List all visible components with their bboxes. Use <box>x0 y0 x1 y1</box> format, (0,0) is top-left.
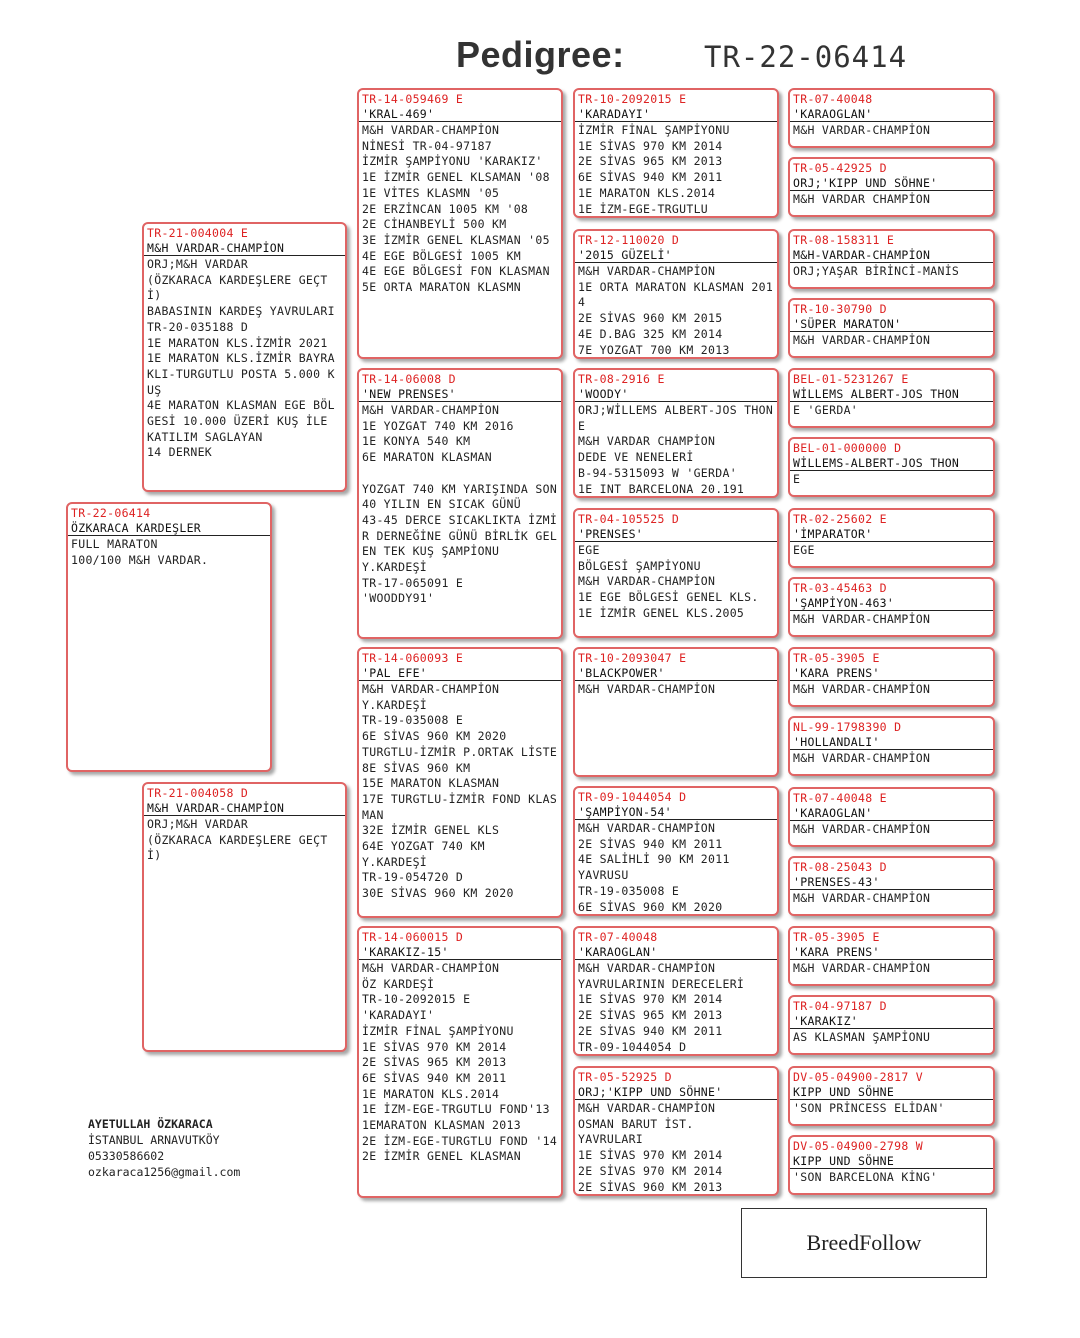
subject-card <box>66 502 272 772</box>
great-grandparent-card <box>573 88 779 218</box>
brand-logo: BreedFollow <box>741 1208 987 1278</box>
grandparent-ring: TR-14-059469 E <box>362 92 464 106</box>
ancestor-card <box>788 368 995 428</box>
dam-ring: TR-21-004058 D <box>147 786 249 800</box>
ancestor-details: EGE <box>793 543 815 557</box>
ancestor-name: WİLLEMS ALBERT-JOS THON <box>790 387 993 402</box>
ancestor-name: KIPP UND SÖHNE <box>790 1154 993 1169</box>
ancestor-ring: TR-05-3905 E <box>793 930 880 944</box>
ancestor-details: M&H VARDAR-CHAMPİON <box>793 891 931 905</box>
ancestor-card <box>788 88 995 148</box>
ancestor-details: M&H VARDAR-CHAMPİON <box>793 822 931 836</box>
ancestor-details: M&H VARDAR-CHAMPİON <box>793 682 931 696</box>
grandparent-name: 'PAL EFE' <box>359 666 561 681</box>
grandparent-details: M&H VARDAR-CHAMPİON NİNESİ TR-04-97187 İZMİR ŞAMPİYONU 'KARAKIZ' 1E İZMİR GENEL KLSAMAN '08 1E VİTES KLASMN '05 2E ERZİNCAN 1005 KM '08 2E CİHANBEYLİ 500 KM 3E İZMİR GENEL KLASMAN '05 4E EGE BÖLGESİ 1005 KM 4E EGE BÖLGESİ FON KLASMAN 5E ORTA MARATON KLASMN <box>362 123 550 295</box>
great-grandparent-ring: TR-05-52925 D <box>578 1070 672 1084</box>
great-grandparent-name: 'PRENSES' <box>575 527 777 542</box>
owner-name: AYETULLAH ÖZKARACA <box>88 1117 213 1131</box>
owner-phone: 05330586602 <box>88 1149 165 1163</box>
subject-name: ÖZKARACA KARDEŞLER <box>68 521 270 536</box>
ancestor-ring: TR-07-40048 <box>793 92 873 106</box>
great-grandparent-details: İZMİR FİNAL ŞAMPİYONU 1E SİVAS 970 KM 2014 2E SİVAS 965 KM 2013 6E SİVAS 940 KM 2011 1E MARATON KLS.2014 1E İZM-EGE-TRGUTLU <box>578 123 730 216</box>
great-grandparent-card <box>573 368 779 498</box>
ancestor-name: 'KARA PRENS' <box>790 666 993 681</box>
ancestor-ring: TR-03-45463 D <box>793 581 887 595</box>
ancestor-name: ORJ;'KIPP UND SÖHNE' <box>790 176 993 191</box>
great-grandparent-name: 'BLACKPOWER' <box>575 666 777 681</box>
grandparent-card <box>357 368 563 639</box>
ancestor-card <box>788 1066 995 1126</box>
ancestor-card <box>788 856 995 916</box>
great-grandparent-card <box>573 508 779 638</box>
great-grandparent-ring: TR-08-2916 E <box>578 372 665 386</box>
great-grandparent-details: M&H VARDAR-CHAMPİON 2E SİVAS 940 KM 2011 4E SALİHLİ 90 KM 2011 YAVRUSU TR-19-035008 E 6E SİVAS 960 KM 2020 <box>578 821 730 914</box>
owner-email: ozkaraca1256@gmail.com <box>88 1165 241 1179</box>
great-grandparent-card <box>573 647 779 777</box>
sire-ring: TR-21-004004 E <box>147 226 249 240</box>
ancestor-ring: BEL-01-000000 D <box>793 441 902 455</box>
great-grandparent-name: 'KARADAYI' <box>575 107 777 122</box>
ancestor-card <box>788 716 995 776</box>
great-grandparent-details: M&H VARDAR-CHAMPİON YAVRULARININ DERECELERİ 1E SİVAS 970 KM 2014 2E SİVAS 965 KM 2013 2E SİVAS 940 KM 2011 TR-09-1044054 D <box>578 961 745 1054</box>
ancestor-ring: TR-05-3905 E <box>793 651 880 665</box>
great-grandparent-name: 'WOODY' <box>575 387 777 402</box>
ancestor-name: 'KARA PRENS' <box>790 945 993 960</box>
grandparent-ring: TR-14-060093 E <box>362 651 464 665</box>
great-grandparent-card <box>573 786 779 916</box>
ancestor-name: 'ŞAMPİYON-463' <box>790 596 993 611</box>
great-grandparent-ring: TR-12-110020 D <box>578 233 680 247</box>
ancestor-name: WİLLEMS-ALBERT-JOS THON <box>790 456 993 471</box>
ancestor-card <box>788 995 995 1055</box>
grandparent-ring: TR-14-060015 D <box>362 930 464 944</box>
ancestor-ring: TR-05-42925 D <box>793 161 887 175</box>
great-grandparent-card <box>573 926 779 1056</box>
grandparent-name: 'NEW PRENSES' <box>359 387 561 402</box>
ancestor-ring: TR-10-30790 D <box>793 302 887 316</box>
ancestor-card <box>788 926 995 986</box>
ancestor-ring: TR-08-25043 D <box>793 860 887 874</box>
ancestor-card <box>788 298 995 358</box>
grandparent-name: 'KRAL-469' <box>359 107 561 122</box>
subject-details: FULL MARATON 100/100 M&H VARDAR. <box>71 537 209 567</box>
sire-name: M&H VARDAR-CHAMPİON <box>144 241 345 256</box>
great-grandparent-name: ORJ;'KIPP UND SÖHNE' <box>575 1085 777 1100</box>
grandparent-card <box>357 647 563 918</box>
great-grandparent-card <box>573 229 779 359</box>
ancestor-ring: TR-08-158311 E <box>793 233 895 247</box>
ancestor-details: ORJ;YAŞAR BİRİNCİ-MANİS <box>793 264 960 278</box>
ancestor-name: 'KARAOGLAN' <box>790 806 993 821</box>
ancestor-card <box>788 647 995 707</box>
sire-card <box>142 222 347 492</box>
ancestor-card <box>788 508 995 568</box>
ancestor-name: 'KARAKIZ' <box>790 1014 993 1029</box>
ancestor-ring: DV-05-04900-2798 W <box>793 1139 924 1153</box>
ancestor-details: M&H VARDAR-CHAMPİON <box>793 961 931 975</box>
ancestor-name: KIPP UND SÖHNE <box>790 1085 993 1100</box>
great-grandparent-details: ORJ;WİLLEMS ALBERT-JOS THONE M&H VARDAR CHAMPİON DEDE VE NENELERİ B-94-5315093 W 'GERDA' 1E INT BARCELONA 20.191 <box>578 403 774 496</box>
ancestor-card <box>788 157 995 217</box>
ancestor-name: M&H-VARDAR-CHAMPİON <box>790 248 993 263</box>
ancestor-name: 'PRENSES-43' <box>790 875 993 890</box>
subject-ring: TR-22-06414 <box>71 506 151 520</box>
great-grandparent-name: 'KARAOGLAN' <box>575 945 777 960</box>
great-grandparent-ring: TR-04-105525 D <box>578 512 680 526</box>
grandparent-card <box>357 88 563 359</box>
owner-info <box>88 1116 240 1180</box>
ancestor-details: E <box>793 472 801 486</box>
ancestor-details: M&H VARDAR-CHAMPİON <box>793 333 931 347</box>
great-grandparent-details: M&H VARDAR-CHAMPİON <box>578 682 716 696</box>
ancestor-details: AS KLASMAN ŞAMPİONU <box>793 1030 931 1044</box>
great-grandparent-name: '2015 GÜZELİ' <box>575 248 777 263</box>
ancestor-name: 'HOLLANDALI' <box>790 735 993 750</box>
owner-location: İSTANBUL ARNAVUTKÖY <box>88 1133 220 1147</box>
ancestor-details: E 'GERDA' <box>793 403 859 417</box>
page-ring-number: TR-22-06414 <box>704 40 908 74</box>
grandparent-details: M&H VARDAR-CHAMPİON Y.KARDEŞİ TR-19-035008 E 6E SİVAS 960 KM 2020 TURGTLU-İZMİR P.ORTAK LİSTE 8E SİVAS 960 KM 15E MARATON KLASMAN 17E TURGTLU-İZMİR FOND KLASMAN 32E İZMİR GENEL KLS 64E YOZGAT 740 KM Y.KARDEŞİ TR-19-054720 D 30E SİVAS 960 KM 2020 <box>362 682 558 901</box>
ancestor-details: M&H VARDAR-CHAMPİON <box>793 612 931 626</box>
great-grandparent-details: M&H VARDAR-CHAMPİON OSMAN BARUT İST. YAVRULARI 1E SİVAS 970 KM 2014 2E SİVAS 970 KM 2014 2E SİVAS 960 KM 2013 <box>578 1101 723 1194</box>
ancestor-ring: TR-07-40048 E <box>793 791 887 805</box>
ancestor-name: 'İMPARATOR' <box>790 527 993 542</box>
ancestor-card <box>788 577 995 637</box>
grandparent-ring: TR-14-06008 D <box>362 372 456 386</box>
dam-card <box>142 782 347 1052</box>
great-grandparent-card <box>573 1066 779 1196</box>
sire-details: ORJ;M&H VARDAR (ÖZKARACA KARDEŞLERE GEÇTİ) BABASININ KARDEŞ YAVRULARI TR-20-035188 D 1E MARATON KLS.İZMİR 2021 1E MARATON KLS.İZMİR BAYRAKLI-TURGUTLU POSTA 5.000 KUŞ 4E MARATON KLASMAN EGE BÖLGESİ 10.000 ÜZERİ KUŞ İLE KATILIM SAGLAYAN 14 DERNEK <box>147 257 335 460</box>
great-grandparent-details: EGE BÖLGESİ ŞAMPİYONU M&H VARDAR-CHAMPİON 1E EGE BÖLGESİ GENEL KLS. 1E İZMİR GENEL KLS.2005 <box>578 543 759 620</box>
ancestor-ring: NL-99-1798390 D <box>793 720 902 734</box>
great-grandparent-ring: TR-10-2092015 E <box>578 92 687 106</box>
grandparent-name: 'KARAKIZ-15' <box>359 945 561 960</box>
ancestor-ring: BEL-01-5231267 E <box>793 372 909 386</box>
great-grandparent-details: M&H VARDAR-CHAMPİON 1E ORTA MARATON KLASMAN 2014 2E SİVAS 960 KM 2015 4E D.BAG 325 KM 2014 7E YOZGAT 700 KM 2013 <box>578 264 774 357</box>
grandparent-details: M&H VARDAR-CHAMPİON ÖZ KARDEŞİ TR-10-2092015 E 'KARADAYI' İZMİR FİNAL ŞAMPİYONU 1E SİVAS 970 KM 2014 2E SİVAS 965 KM 2013 6E SİVAS 940 KM 2011 1E MARATON KLS.2014 1E İZM-EGE-TRGUTLU FOND'13 1EMARATON KLASMAN 2013 2E İZM-EGE-TURGTLU FOND '14 2E İZMİR GENEL KLASMAN <box>362 961 558 1164</box>
ancestor-details: M&H VARDAR-CHAMPİON <box>793 123 931 137</box>
dam-name: M&H VARDAR-CHAMPİON <box>144 801 345 816</box>
ancestor-name: 'KARAOGLAN' <box>790 107 993 122</box>
ancestor-details: 'SON PRİNCESS ELİDAN' <box>793 1101 945 1115</box>
ancestor-card <box>788 437 995 497</box>
great-grandparent-ring: TR-07-40048 <box>578 930 658 944</box>
great-grandparent-ring: TR-10-2093047 E <box>578 651 687 665</box>
great-grandparent-ring: TR-09-1044054 D <box>578 790 687 804</box>
grandparent-details: M&H VARDAR-CHAMPİON 1E YOZGAT 740 KM 2016 1E KONYA 540 KM 6E MARATON KLASMAN YOZGAT 740 KM YARIŞINDA SON 40 YILIN EN SICAK GÜNÜ 43-45 DERCE SICAKLIKTA İZMİR DERNEĞİNE GÜNÜ BİRLİK GELEN TEK KUŞ ŞAMPİONU Y.KARDEŞİ TR-17-065091 E 'WOODDY91' <box>362 403 558 606</box>
dam-details: ORJ;M&H VARDAR (ÖZKARACA KARDEŞLERE GEÇTİ) <box>147 817 328 863</box>
ancestor-name: 'SÜPER MARATON' <box>790 317 993 332</box>
ancestor-details: M&H VARDAR CHAMPİON <box>793 192 931 206</box>
page-title: Pedigree: <box>456 34 625 75</box>
ancestor-ring: DV-05-04900-2817 V <box>793 1070 924 1084</box>
ancestor-details: 'SON BARCELONA KİNG' <box>793 1170 938 1184</box>
grandparent-card <box>357 926 563 1198</box>
ancestor-card <box>788 229 995 289</box>
ancestor-details: M&H VARDAR-CHAMPİON <box>793 751 931 765</box>
ancestor-card <box>788 1135 995 1195</box>
ancestor-card <box>788 787 995 847</box>
ancestor-ring: TR-02-25602 E <box>793 512 887 526</box>
great-grandparent-name: 'ŞAMPİYON-54' <box>575 805 777 820</box>
ancestor-ring: TR-04-97187 D <box>793 999 887 1013</box>
